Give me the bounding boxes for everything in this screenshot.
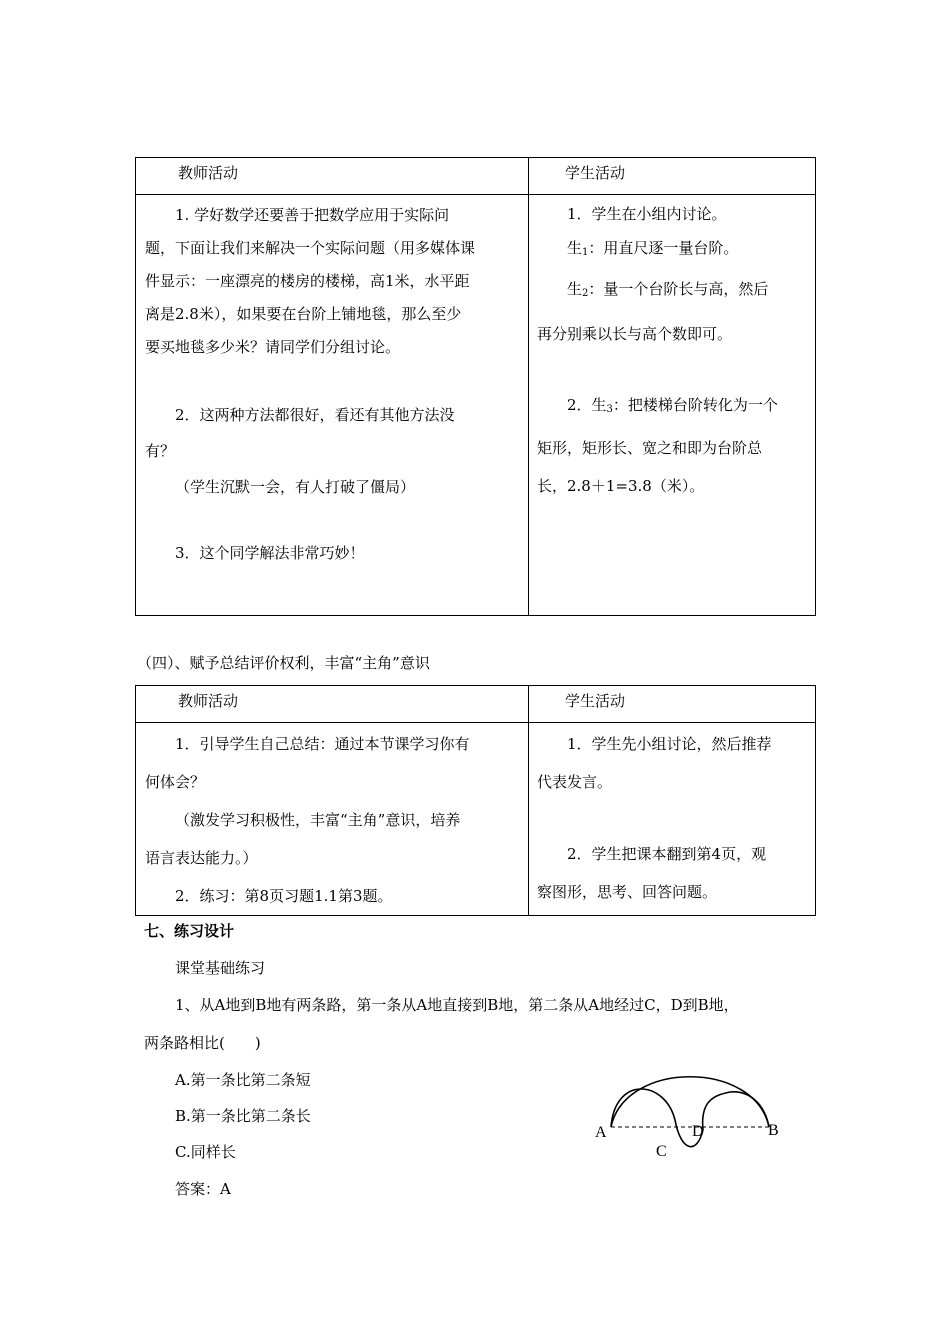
student-text-line: 长，2.8＋1=3.8（米）。 [537,477,705,495]
teacher-text-line: 2．练习：第8页习题1.1第3题。 [175,887,393,905]
student-header: 学生活动 [565,164,626,182]
teacher-text-line: 2．这两种方法都很好，看还有其他方法没 [175,406,455,424]
student-text-line: 察图形，思考、回答问题。 [537,883,718,901]
option-a: A.第一条比第二条短 [175,1071,311,1089]
teacher-text-line: 离是2.8米），如果要在台阶上铺地毯，那么至少 [145,305,462,323]
section-7-title: 七、练习设计 [144,922,235,940]
student-activity-cell [529,195,816,616]
teacher-text-line: 1. 学好数学还要善于把数学应用于实际问 [175,206,450,224]
teacher-note: （激发学习积极性，丰富“主角”意识，培养 [175,811,461,829]
practice-subtitle: 课堂基础练习 [175,959,266,977]
student-header-cell [529,686,816,723]
student-text-line: 矩形，矩形长、宽之和即为台阶总 [537,439,763,457]
teacher-header-cell [136,686,529,723]
label-c: C [656,1143,667,1160]
teacher-text-line: 3．这个同学解法非常巧妙！ [175,544,365,562]
teacher-text-line: 语言表达能力。） [145,849,258,867]
student-text-line: 代表发言。 [537,773,613,791]
student-text-line: 1．学生先小组讨论，然后推荐 [567,735,772,753]
activity-table-1 [135,157,816,616]
option-b: B.第一条比第二条长 [175,1107,311,1125]
direct-path-arc [611,1077,769,1127]
teacher-note: （学生沉默一会，有人打破了僵局） [175,478,416,496]
teacher-header: 教师活动 [178,692,239,710]
teacher-text-line: 何体会？ [145,773,206,791]
teacher-text-line: 有？ [145,442,176,460]
student-text-line: 2．学生把课本翻到第4页，观 [567,845,767,863]
answer-text: 答案：A [175,1180,231,1198]
teacher-text-line: 题，下面让我们来解决一个实际问题（用多媒体课 [145,239,476,257]
option-c: C.同样长 [175,1143,236,1161]
label-d: D [692,1123,704,1140]
student-text-line: 1．学生在小组内讨论。 [567,205,727,223]
question-text: 两条路相比( ) [144,1034,261,1052]
detour-path-d [703,1092,769,1130]
path-diagram [585,1060,795,1170]
student-header: 学生活动 [565,692,626,710]
teacher-header: 教师活动 [178,164,239,182]
label-a: A [595,1124,607,1141]
detour-path-c [611,1089,703,1147]
student-header-cell [529,158,816,195]
teacher-header-cell [136,158,529,195]
section-4-title: （四）、赋予总结评价权利，丰富“主角”意识 [137,654,430,672]
activity-table-2 [135,685,816,916]
student-text-line: 再分别乘以长与高个数即可。 [537,325,733,343]
student-text-line: 生$_1$：用直尺逐一量台阶。 [567,239,739,258]
student-text-line: 生$_2$：量一个台阶长与高，然后 [567,280,769,299]
teacher-activity-cell [136,723,529,916]
teacher-activity-cell [136,195,529,616]
student-activity-cell [529,723,816,916]
teacher-text-line: 1．引导学生自己总结：通过本节课学习你有 [175,735,470,753]
label-b: B [768,1122,779,1139]
teacher-text-line: 要买地毯多少米？请同学们分组讨论。 [145,338,401,356]
teacher-text-line: 件显示：一座漂亮的楼房的楼梯，高1米，水平距 [145,272,470,290]
question-text: 1、从A地到B地有两条路，第一条从A地直接到B地，第二条从A地经过C，D到B地， [175,996,739,1014]
student-text-line: 2．生$_3$：把楼梯台阶转化为一个 [567,396,778,415]
